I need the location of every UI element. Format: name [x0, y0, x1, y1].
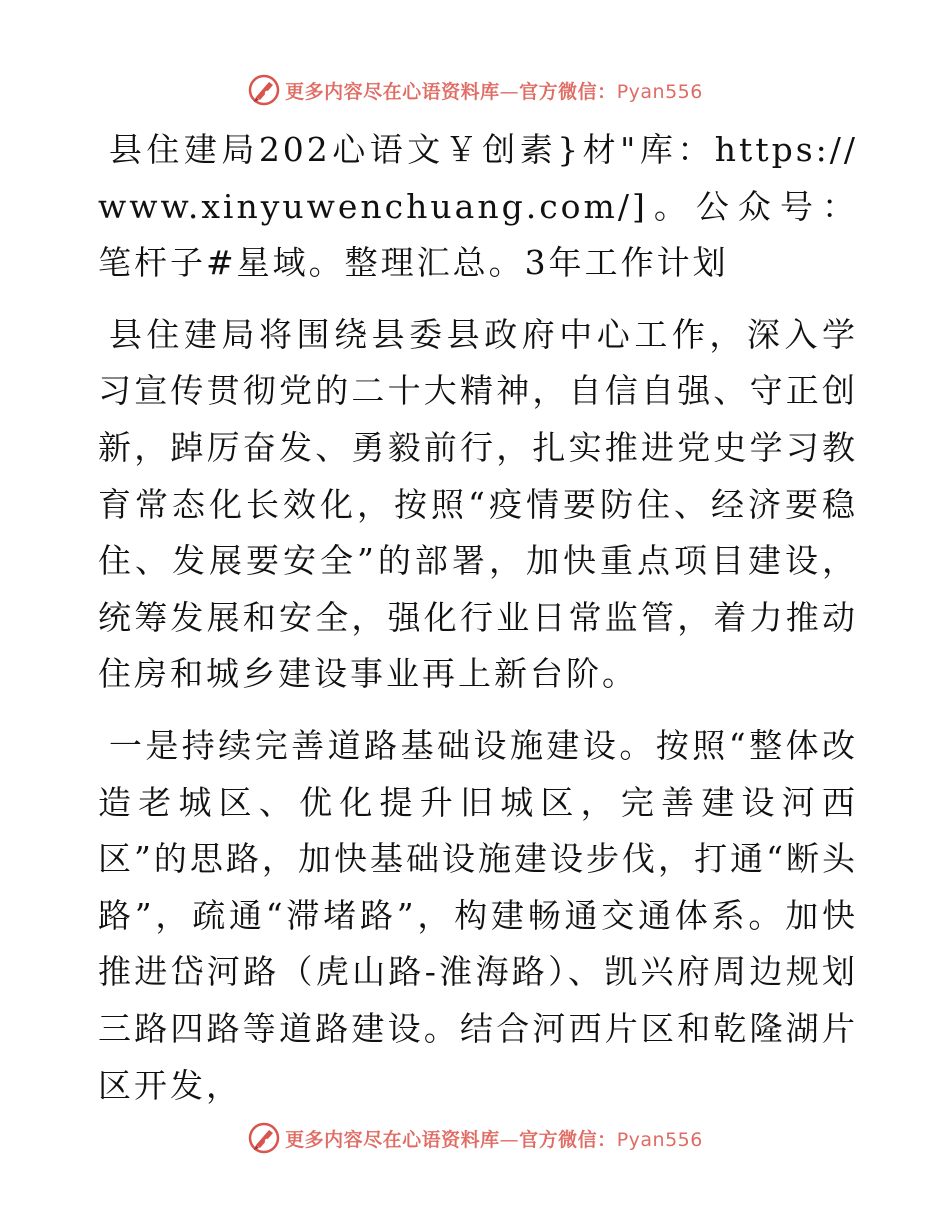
- footer-watermark: [0, 1118, 950, 1158]
- watermark-text: 更多内容尽在心语资料库—官方微信：Pyan556: [285, 80, 703, 103]
- document-body: [98, 122, 858, 1129]
- header-watermark: [0, 70, 950, 110]
- pen-logo-icon: [247, 1121, 281, 1155]
- paragraph-intro: 县住建局将围绕县委县政府中心工作，深入学习宣传贯彻党的二十大精神，自信自强、守正创新，踔厉奋发、勇毅前行，扎实推进党史学习教育常态化长效化，按照“疫情要防住、经济要稳住、发展要安全”的部署，加快重点项目建设，统筹发展和安全，强化行业日常监管，着力推动住房和城乡建设事业再上新台阶。: [98, 314, 858, 694]
- paragraph-title: 县住建局202心语文￥创素}材"库：https://www.xinyuwenchuang.com/]。公众号：笔杆子#星域。整理汇总。3年工作计划: [98, 130, 858, 283]
- watermark-text: 更多内容尽在心语资料库—官方微信：Pyan556: [285, 1128, 703, 1151]
- paragraph-roads: 一是持续完善道路基础设施建设。按照“整体改造老城区、优化提升旧城区，完善建设河西区”的思路，加快基础设施建设步伐，打通“断头路”，疏通“滞堵路”，构建畅通交通体系。加快推进岱河路（虎山路-淮海路）、凯兴府周边规划三路四路等道路建设。结合河西片区和乾隆湖片区开发，: [98, 725, 858, 1105]
- pen-logo-icon: [247, 73, 281, 107]
